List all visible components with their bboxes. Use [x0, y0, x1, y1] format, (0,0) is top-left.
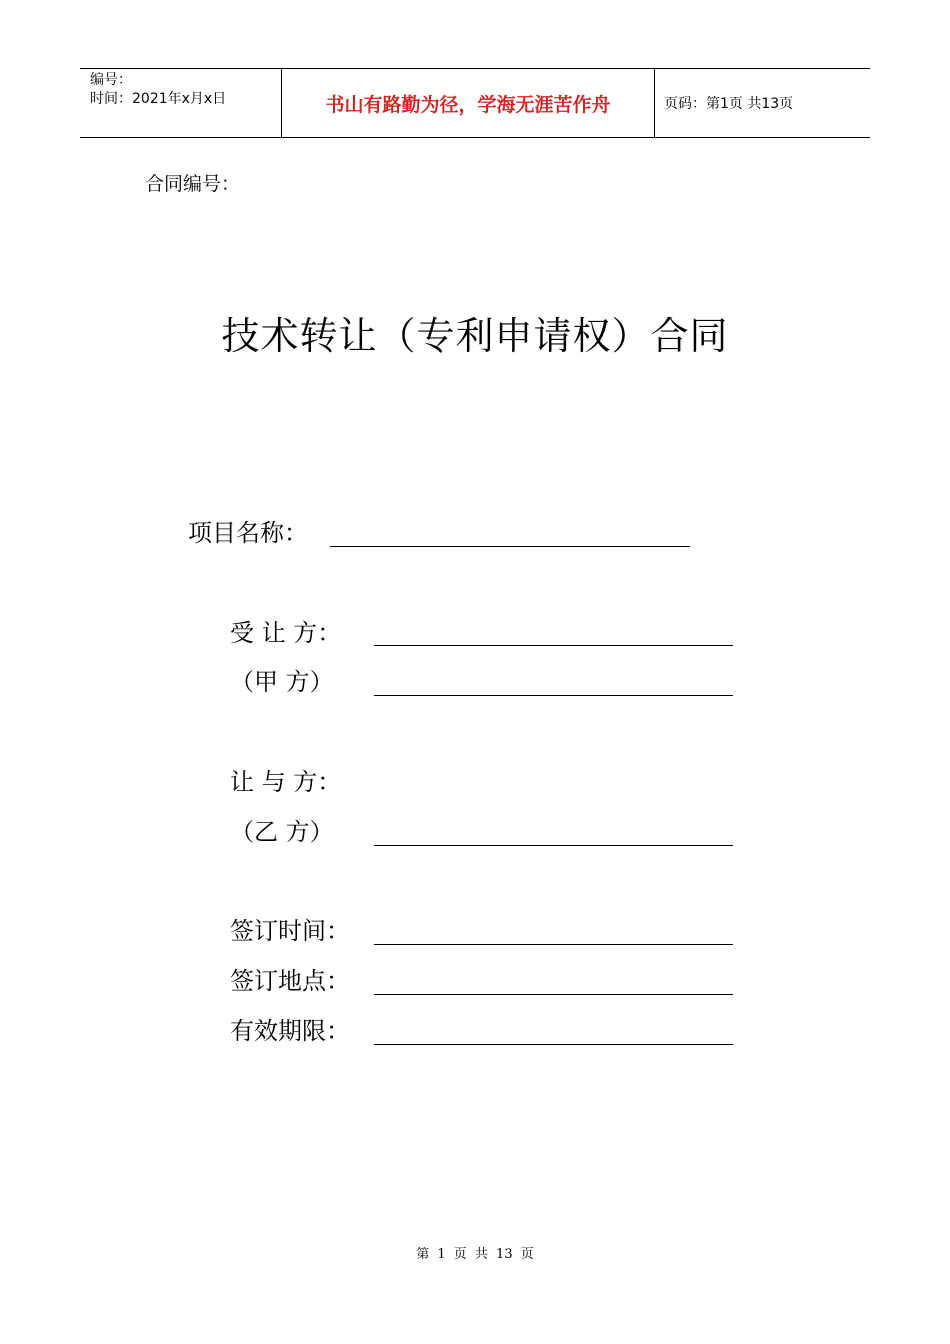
contract-number-label: 合同编号：: [145, 173, 241, 195]
motto-text: 书山有路勤为径，学海无涯苦作舟: [325, 94, 611, 116]
header-table: [80, 68, 870, 138]
sign-place-blank: [374, 994, 733, 995]
page-footer: 第 1 页 共 13 页: [416, 1247, 534, 1262]
time-label: 时间：2021年x月x日: [90, 91, 227, 107]
assignee-blank: [374, 645, 733, 646]
validity-label: 有效期限：: [230, 1017, 350, 1045]
header-page-cell: [655, 69, 870, 137]
party-b-blank: [374, 845, 733, 846]
number-label: 编号：: [90, 72, 132, 88]
assignee-label: 受 让 方：: [230, 619, 342, 647]
sign-time-blank: [374, 944, 733, 945]
sign-place-label: 签订地点：: [230, 967, 350, 995]
sign-time-label: 签订时间：: [230, 917, 350, 945]
party-a-label: （甲 方）: [230, 668, 334, 696]
validity-blank: [374, 1044, 733, 1045]
page-info: 页码：第1页 共13页: [664, 96, 794, 112]
assignor-label: 让 与 方：: [230, 768, 342, 796]
header-motto-cell: [282, 69, 655, 137]
document-title: 技术转让（专利申请权）合同: [221, 314, 729, 358]
party-a-blank: [374, 695, 733, 696]
party-b-label: （乙 方）: [230, 818, 334, 846]
project-name-label: 项目名称：: [188, 519, 308, 547]
project-name-blank: [330, 546, 690, 547]
header-meta-cell: [80, 69, 282, 137]
